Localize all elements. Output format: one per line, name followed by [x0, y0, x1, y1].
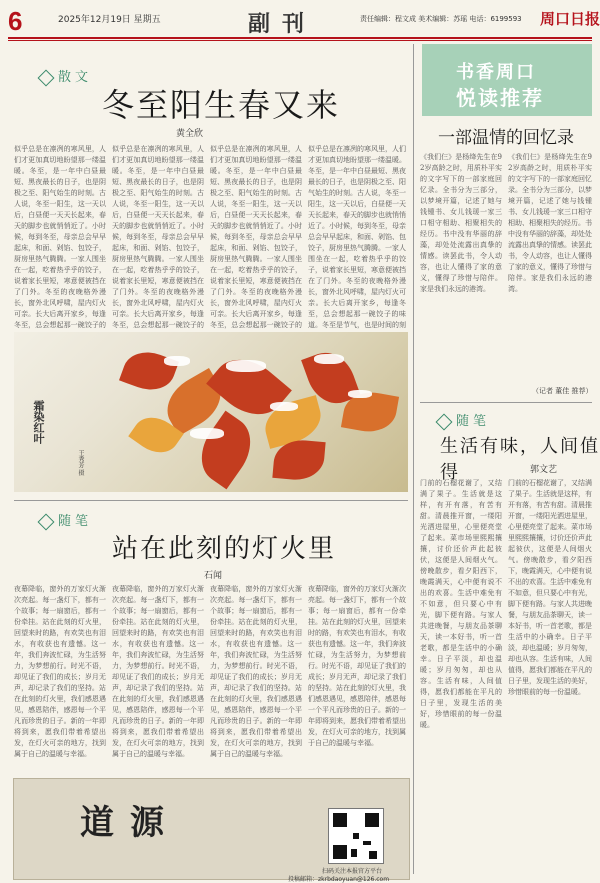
review-body-col1: 《我们仨》是杨绛先生在92岁高龄之时，用质朴平实的文字写下的一部家庭回忆录。全书分为三部分，以梦境开篇，记述了她与钱锺书、女儿钱瑗一家三口相守相助、相聚相失的经历。书中没有华丽的辞藻，却处处流露出真挚的情感。读罢此书，令人动容，也让人懂得了家的意义，懂得了珍惜与陪伴。家是我们永远的港湾。	[420, 153, 502, 293]
section-tag-essay: 散文	[40, 66, 92, 85]
article-title: 冬至阳生春又来	[102, 86, 341, 124]
section-tag-notes: 随笔	[40, 510, 92, 529]
qr-code-icon[interactable]	[328, 808, 384, 864]
review-body-col2: 《我们仨》是杨绛先生在92岁高龄之时，用质朴平实的文字写下的一部家庭回忆录。全书分为三部分，以梦境开篇，记述了她与钱锺书、女儿钱瑗一家三口相守相助、相聚相失的经历。书中没有华丽的辞藻，却处处流露出真挚的情感。读罢此书，令人动容，也让人懂得了家的意义，懂得了珍惜与陪伴。家是我们永远的港湾。	[508, 153, 592, 293]
article-body-col4: 夜幕降临，窗外的万家灯火渐次亮起。每一盏灯下，都有一个故事；每一扇窗后，都有一份牵挂。站在此刻的灯火里，回望来时的路，有欢笑也有泪水，有收获也有遗憾。这一年，我们奔波忙碌，为生活努力，为梦想前行。时光不语，却见证了我们的成长；岁月无声，却记录了我们的坚持。站在此刻的灯火里，我们感恩遇见，感恩陪伴，感恩每一个平凡而珍贵的日子。新的一年即将到来，愿我们带着希望出发，在灯火可亲的地方，找到属于自己的温暖与幸福。	[308, 585, 406, 747]
article-body-col3: 夜幕降临，窗外的万家灯火渐次亮起。每一盏灯下，都有一个故事；每一扇窗后，都有一份牵挂。站在此刻的灯火里，回望来时的路，有欢笑也有泪水，有收获也有遗憾。这一年，我们奔波忙碌，为生活努力，为梦想前行。时光不语，却见证了我们的成长；岁月无声，却记录了我们的坚持。站在此刻的灯火里，我们感恩遇见，感恩陪伴，感恩每一个平凡而珍贵的日子。新的一年即将到来，愿我们带着希望出发，在灯火可亲的地方，找到属于自己的温暖与幸福。	[210, 585, 302, 758]
article-body-col1: 似乎总是在凛冽的寒风里，人们才更加真切地盼望那一缕温暖。冬至，是一年中白昼最短、黑夜最长的日子，也是阴极之至、阳气始生的时刻。古人说，冬至一阳生，这一天以后，白昼便一天天长起来，春天的脚步也就悄悄近了。小时候，每到冬至，母亲总会早早起床，和面、剁馅、包饺子，厨房里热气腾腾。一家人围坐在一起，吃着热乎乎的饺子，说着家长里短，寒意便被挡在了门外。冬至的夜晚格外漫长，窗外北风呼啸，屋内灯火可亲。长大后离开家乡，每逢冬至，总会想起那一碗饺子的	[14, 145, 106, 329]
article-body-col1: 门前的石榴花谢了，又结满了果子。生活就是这样，有开有落，有苦有甜。清晨推开窗，一缕阳光洒进屋里，心里便亮堂了起来。菜市场里熙熙攘攘，讨价还价声此起彼伏，这便是人间烟火气。傍晚散步，看夕阳西下，晚霞满天，心中便有说不出的欢喜。生活中难免有不如意，但只要心中有光，脚下便有路。与家人共进晚餐，与朋友品茶聊天，读一本好书，听一首老歌，都是生活中的小确幸。日子平淡，却也温暖；岁月匆匆，却也从容。生活有味，人间值得，愿我们都能在平凡的日子里，发现生活的美好，珍惜眼前的每一份温暖。	[420, 479, 502, 729]
date-line: 2025年12月19日 星期五	[58, 15, 161, 25]
ad-contact: 投稿邮箱：zkrbdaoyuan@126.com	[288, 876, 390, 883]
article-author: 郭文艺	[530, 465, 558, 475]
article-body-col2: 门前的石榴花谢了，又结满了果子。生活就是这样，有开有落，有苦有甜。清晨推开窗，一缕阳光洒进屋里，心里便亮堂了起来。菜市场里熙熙攘攘，讨价还价声此起彼伏，这便是人间烟火气。傍晚散步，看夕阳西下，晚霞满天，心中便有说不出的欢喜。生活中难免有不如意，但只要心中有光，脚下便有路。与家人共进晚餐，与朋友品茶聊天，读一本好书，听一首老歌，都是生活中的小确幸。日子平淡，却也温暖；岁月匆匆，却也从容。生活有味，人间值得，愿我们都能在平凡的日子里，发现生活的美好，珍惜眼前的每一份温暖。	[508, 479, 592, 696]
editors-line: 责任编辑：程文成 美术编辑：苏瑶 电话：6199593	[360, 15, 522, 23]
article-author: 石闻	[204, 571, 223, 581]
section-tag-notes: 随笔	[438, 410, 490, 429]
photo-caption: 霜染红叶	[32, 400, 45, 444]
review-credit: （记者 董佳 推荐）	[532, 387, 593, 395]
paper-name: 周口日报	[540, 10, 600, 28]
section-title: 副刊	[248, 12, 317, 37]
article-body-col2: 似乎总是在凛冽的寒风里，人们才更加真切地盼望那一缕温暖。冬至，是一年中白昼最短、黑夜最长的日子，也是阴极之至、阳气始生的时刻。古人说，冬至一阳生，这一天以后，白昼便一天天长起来，春天的脚步也就悄悄近了。小时候，每到冬至，母亲总会早早起床，和面、剁馅、包饺子，厨房里热气腾腾。一家人围坐在一起，吃着热乎乎的饺子，说着家长里短，寒意便被挡在了门外。冬至的夜晚格外漫长，窗外北风呼啸，屋内灯火可亲。长大后离开家乡，每逢冬至，总会想起那一碗饺子的	[112, 145, 204, 329]
article-author: 黄全欣	[176, 129, 204, 139]
ad-title: 道源	[80, 803, 180, 843]
article-body-col4: 似乎总是在凛冽的寒风里，人们才更加真切地盼望那一缕温暖。冬至，是一年中白昼最短、黑夜最长的日子，也是阴极之至、阳气始生的时刻。古人说，冬至一阳生，这一天以后，白昼便一天天长起来，春天的脚步也就悄悄近了。小时候，每到冬至，母亲总会早早起床，和面、剁馅、包饺子，厨房里热气腾腾。一家人围坐在一起，吃着热乎乎的饺子，说着家长里短，寒意便被挡在了门外。冬至的夜晚格外漫长，窗外北风呼啸，屋内灯火可亲。长大后离开家乡，每逢冬至，总会想起那一碗饺子的味道。冬至是节气，也是时间的刻	[308, 145, 406, 329]
photo-credit: 王秀芳 摄	[77, 450, 84, 476]
promo-book-title: 一部温情的回忆录	[438, 128, 574, 148]
header-rule-thin	[8, 40, 592, 41]
page-number: 6	[8, 6, 23, 36]
section-divider	[420, 402, 592, 403]
article-body-col2: 夜幕降临，窗外的万家灯火渐次亮起。每一盏灯下，都有一个故事；每一扇窗后，都有一份牵挂。站在此刻的灯火里，回望来时的路，有欢笑也有泪水，有收获也有遗憾。这一年，我们奔波忙碌，为生活努力，为梦想前行。时光不语，却见证了我们的成长；岁月无声，却记录了我们的坚持。站在此刻的灯火里，我们感恩遇见，感恩陪伴，感恩每一个平凡而珍贵的日子。新的一年即将到来，愿我们带着希望出发，在灯火可亲的地方，找到属于自己的温暖与幸福。	[112, 585, 204, 758]
promo-line2: 悦读推荐	[456, 86, 544, 110]
section-divider	[14, 500, 408, 501]
article-title: 生活有味，人间值得	[440, 436, 600, 483]
maple-leaves-photo	[14, 332, 408, 492]
column-divider	[413, 44, 414, 874]
article-title: 站在此刻的灯火里	[112, 534, 337, 564]
ad-subtitle: 扫码关注本报官方平台	[322, 868, 383, 875]
header-rule	[8, 37, 592, 39]
article-body-col1: 夜幕降临，窗外的万家灯火渐次亮起。每一盏灯下，都有一个故事；每一扇窗后，都有一份牵挂。站在此刻的灯火里，回望来时的路，有欢笑也有泪水，有收获也有遗憾。这一年，我们奔波忙碌，为生活努力，为梦想前行。时光不语，却见证了我们的成长；岁月无声，却记录了我们的坚持。站在此刻的灯火里，我们感恩遇见，感恩陪伴，感恩每一个平凡而珍贵的日子。新的一年即将到来，愿我们带着希望出发，在灯火可亲的地方，找到属于自己的温暖与幸福。	[14, 585, 106, 758]
promo-line1: 书香周口	[456, 62, 536, 83]
article-body-col3: 似乎总是在凛冽的寒风里，人们才更加真切地盼望那一缕温暖。冬至，是一年中白昼最短、黑夜最长的日子，也是阴极之至、阳气始生的时刻。古人说，冬至一阳生，这一天以后，白昼便一天天长起来，春天的脚步也就悄悄近了。小时候，每到冬至，母亲总会早早起床，和面、剁馅、包饺子，厨房里热气腾腾。一家人围坐在一起，吃着热乎乎的饺子，说着家长里短，寒意便被挡在了门外。冬至的夜晚格外漫长，窗外北风呼啸，屋内灯火可亲。长大后离开家乡，每逢冬至，总会想起那一碗饺子的	[210, 145, 302, 329]
